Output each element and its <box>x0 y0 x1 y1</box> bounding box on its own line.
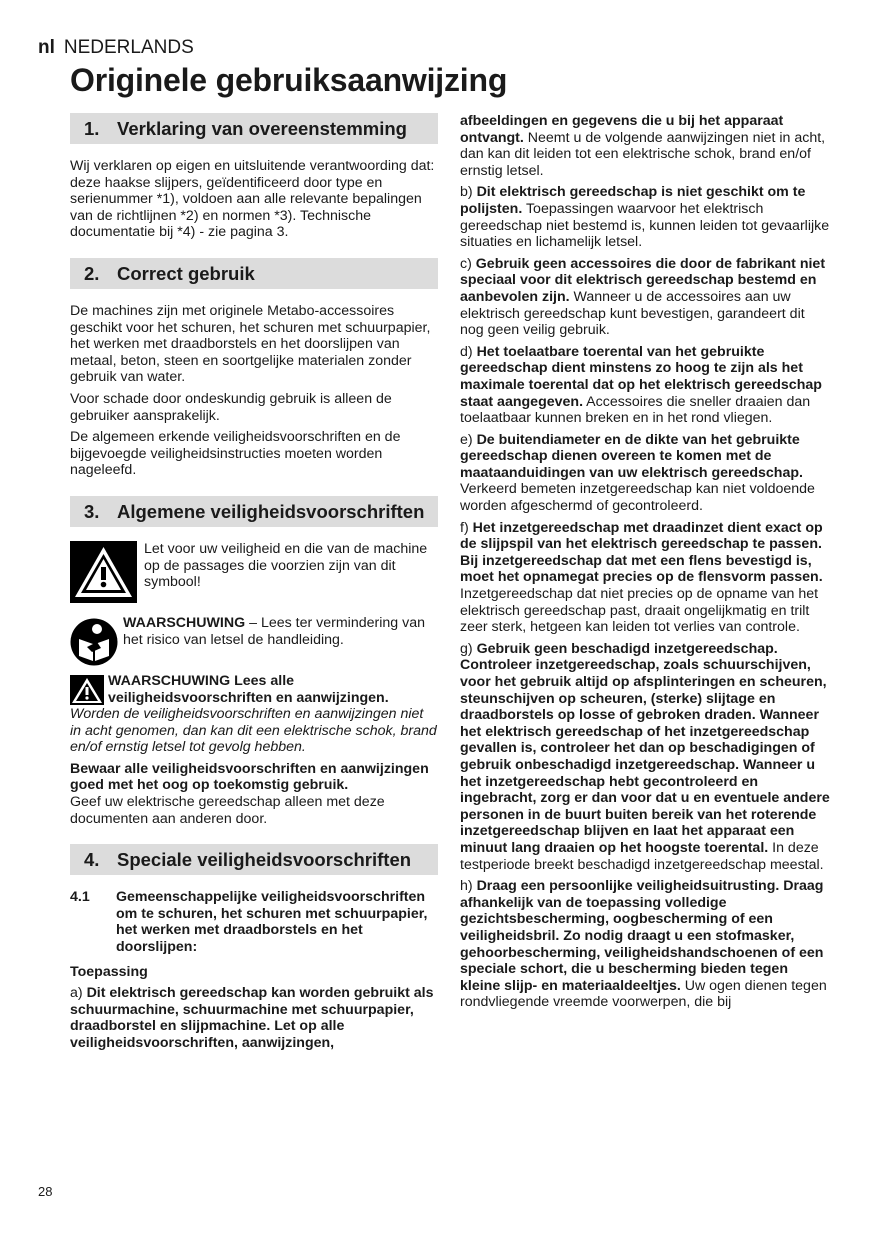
general-warning <box>70 673 438 706</box>
rule-b <box>460 184 832 250</box>
rule-g <box>460 641 832 873</box>
language-label <box>38 37 194 59</box>
rule-letter: f) <box>460 519 473 536</box>
rule-f <box>460 520 832 636</box>
section-heading-2 <box>70 258 438 289</box>
rule-c-text: Wanneer u de accessoires aan uw elektrisch gereedschap kunt bevestigen, garandeert dit nog geen veilig gebruik. <box>460 288 805 339</box>
rule-e-text: Verkeerd bemeten inzetgereedschap kan niet voldoende worden afgeschermd of gecontroleerd. <box>460 481 815 515</box>
language-code: nl <box>38 37 55 58</box>
read-manual-icon <box>70 618 118 666</box>
rule-h <box>460 878 832 1011</box>
paragraph: De machines zijn met originele Metabo-accessoires geschikt voor het schuren, het schuren met schuurpapier, het werken met draadborstels en het doorslijpen van metaal, beton, steen en soortgelijke materialen zonder gebruik van water. <box>70 302 431 386</box>
safety-symbol-note <box>70 541 438 605</box>
application-label: Toepassing <box>70 963 148 980</box>
section-number: 2. <box>84 262 100 284</box>
rule-h-text: Uw ogen dienen tegen rondvliegende vreemde voorwerpen, die bij <box>460 977 827 1011</box>
rule-g-bold: Gebruik geen beschadigd inzetgereedschap. Controleer inzetgereedschap, zoals schuurschijven, voor het gebruik altijd op afsplinteringen en scheuren, steunschijven op scheuren, (sterke) slijtage en draadborstels op losse of gebroken draden. Wanneer het elektrisch gereedschap of het inzetgereedschap gevallen is, controleer het dan op beschadigingen of gebruik onbeschadigd inzetgereedschap. Wanneer u het inzetgereedschap hebt gecontroleerd en ingebracht, zorg er dan voor dat u en eventuele andere personen in de buurt buiten bereik van het roterende inzetgereedschap blijven en laat het apparaat een minuut lang draaien op het hoogste toerental. <box>460 640 830 856</box>
rule-e <box>460 432 832 515</box>
section-title: Speciale veiligheidsvoorschriften <box>117 849 412 871</box>
general-warning-heading: WAARSCHUWING Lees alle veiligheidsvoorschriften en aanwijzingen. <box>108 672 389 706</box>
warning-triangle-icon <box>70 675 104 705</box>
rule-d-text: Accessoires die sneller draaien dan toelaatbaar kunnen breken en in het rond vliegen. <box>460 393 811 427</box>
rule-letter: a) <box>70 985 87 1002</box>
read-manual-text <box>123 615 438 648</box>
left-column <box>70 113 438 1057</box>
subsection-heading <box>70 889 438 955</box>
rule-c-bold: Gebruik geen accessoires die door de fabrikant niet speciaal voor dit elektrisch gereedschap bestemd en aanbevolen zijn. <box>460 255 826 305</box>
rule-a-cont-text: Neemt u de volgende aanwijzingen niet in acht, dan kan dit leiden tot een elektrische schok, brand en/of ernstig letsel. <box>460 129 826 179</box>
language-name: NEDERLANDS <box>63 37 194 58</box>
subsection-title: Gemeenschappelijke veiligheidsvoorschriften om te schuren, het schuren met schuurpapier, het werken met draadborstels en het doorslijpen: <box>116 889 428 956</box>
declaration-paragraph: Wij verklaren op eigen en uitsluitende verantwoording dat: deze haakse slijpers, geïdentificeerd door type en serienummer *1), voldoen aan alle relevante bepalingen van de richtlijnen *2) en normen *3). Technische documentatie bij *4) - zie pagina 3. <box>70 158 435 241</box>
general-warning-text: Worden de veiligheidsvoorschriften en aanwijzingen niet in acht genomen, dan kan dit een elektrische schok, brand en/of ernstig letsel tot gevolg hebben. <box>70 706 437 756</box>
section-heading-3 <box>70 496 438 527</box>
section-title: Algemene veiligheidsvoorschriften <box>117 500 425 522</box>
rule-d-bold: Het toelaatbare toerental van het gebruikte gereedschap dient minstens zo hoog te zijn als het maximale toerental dat op het elektrisch gereedschap staat aangegeven. <box>460 343 822 410</box>
section-number: 4. <box>84 849 100 871</box>
section-heading-4 <box>70 844 438 875</box>
rule-letter: e) <box>460 431 477 448</box>
section-heading-1 <box>70 113 438 144</box>
rule-f-bold: Het inzetgereedschap met draadinzet dient exact op de slijpspil van het elektrisch gereedschap te passen. Bij inzetgereedschap dat met een flens bevestigd is, moet het opnamegat precies op de flensvorm passen. <box>460 519 823 586</box>
rule-f-text: Inzetgereedschap dat niet precies op de opname van het elektrisch gereedschap past, draait ongelijkmatig en trilt zeer sterk, hetgeen kan leiden tot verlies van controle. <box>460 586 819 636</box>
warning-text: – Lees ter vermindering van het risico van letsel de handleiding. <box>123 614 425 648</box>
rule-letter: c) <box>460 255 476 272</box>
rule-letter: d) <box>460 343 477 360</box>
rule-g-text: In deze testperiode breekt beschadigd inzetgereedschap meestal. <box>460 839 824 873</box>
rule-e-bold: De buitendiameter en de dikte van het gebruikte gereedschap dienen overeen te komen met de maataanduidingen van uw elektrisch gereedschap. <box>460 431 803 481</box>
rule-a-continued <box>460 113 832 179</box>
page-title: Originele gebruiksaanwijzing <box>70 62 508 98</box>
paragraph: Voor schade door ondeskundig gebruik is alleen de gebruiker aansprakelijk. <box>70 390 392 424</box>
rule-letter: b) <box>460 184 477 201</box>
rule-h-bold: Draag een persoonlijke veiligheidsuitrusting. Draag afhankelijk van de toepassing volledige gezichtsbescherming, oogbescherming of een veiligheidsbril. Zo nodig draagt u een stofmasker, gehoorbescherming, veiligheidshandschoenen of een speciale schort, die u bescherming bieden tegen kleine slijp- en materiaaldeeltjes. <box>460 878 824 994</box>
section-title: Correct gebruik <box>117 262 255 284</box>
keep-instructions-bold: Bewaar alle veiligheidsvoorschriften en aanwijzingen goed met het oog op toekomstig gebruik. <box>70 760 429 794</box>
page-number: 28 <box>38 1184 53 1199</box>
read-manual-warning <box>70 615 438 667</box>
rule-a-bold: Dit elektrisch gereedschap kan worden gebruikt als schuurmachine, schuurmachine met schuurpapier, draadborstel en slijpmachine. Let op alle veiligheidsvoorschriften, aanwijzingen, <box>70 985 434 1051</box>
section-number: 3. <box>84 500 100 522</box>
symbol-note-text: Let voor uw veiligheid en die van de machine op de passages die voorzien zijn van dit symbool! <box>144 540 428 591</box>
rule-a <box>70 985 438 1051</box>
rule-b-bold: Dit elektrisch gereedschap is niet geschikt om te polijsten. <box>460 184 806 217</box>
rule-letter: h) <box>460 878 477 895</box>
right-column <box>460 113 832 1016</box>
rule-b-text: Toepassingen waarvoor het elektrisch gereedschap niet bestemd is, kunnen leiden tot gevaarlijke situaties en lichamelijk letsel. <box>460 200 830 251</box>
section-number: 1. <box>84 118 100 139</box>
keep-instructions <box>70 761 438 827</box>
paragraph: De algemeen erkende veiligheidsvoorschriften en de bijgevoegde veiligheidsinstructies moeten worden nageleefd. <box>70 429 401 479</box>
keep-instructions-text: Geef uw elektrische gereedschap alleen met deze documenten aan anderen door. <box>70 794 385 827</box>
rule-d <box>460 344 832 427</box>
rule-a-cont-bold: afbeeldingen en gegevens die u bij het apparaat ontvangt. <box>460 113 784 146</box>
section-title: Verklaring van overeenstemming <box>117 118 407 139</box>
rule-c <box>460 256 832 339</box>
rule-letter: g) <box>460 640 477 657</box>
subsection-number: 4.1 <box>70 889 90 906</box>
warning-keyword: WAARSCHUWING <box>123 614 246 631</box>
warning-triangle-icon <box>70 541 137 603</box>
